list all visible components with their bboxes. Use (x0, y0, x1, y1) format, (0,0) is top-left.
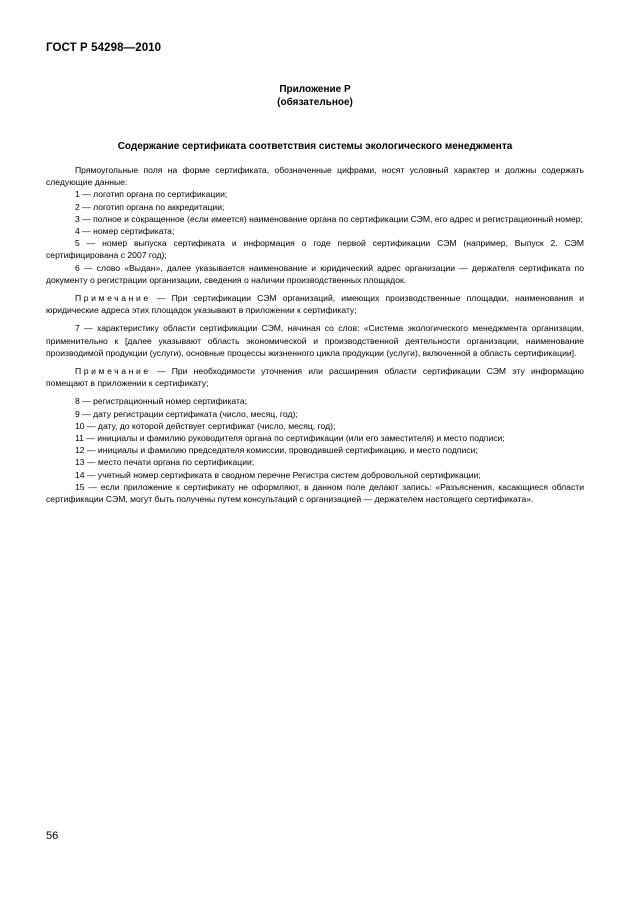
annex-heading (0, 83, 630, 109)
list-item: 6 — слово «Выдан», далее указывается наименование и юридический адрес организации — держателя сертификата по документу о регистрации организации, сведения о наличии производственных площадок. (46, 262, 584, 285)
note-text: — При необходимости уточнения или расширения области сертификации СЭМ эту информацию помещают в приложении к сертификату; (46, 366, 584, 389)
page-number: 56 (46, 830, 59, 842)
annex-title: Приложение Р (279, 84, 351, 95)
list-item: 13 — место печати органа по сертификации; (75, 457, 255, 468)
note-label: Примечание (75, 293, 151, 304)
list-item: 8 — регистрационный номер сертификата; (75, 396, 247, 407)
note-paragraph (46, 365, 584, 389)
list-item: 3 — полное и сокращенное (если имеется) наименование органа по сертификации СЭМ, его адрес и регистрационный номер; (75, 213, 583, 224)
list-item: 1 — логотип органа по сертификации; (75, 189, 228, 200)
list-item: 10 — дату, до которой действует сертификат (число, месяц, год); (75, 420, 336, 431)
section-title: Содержание сертификата соответствия системы экологического менеджмента (117, 141, 513, 152)
document-body (46, 164, 584, 505)
list-item: 2 — логотип органа по аккредитации; (75, 201, 225, 212)
intro-paragraph: Прямоугольные поля на форме сертификата, обозначенные цифрами, носят условный характер и должны содержать следующие данные: (46, 165, 584, 188)
list-item: 5 — номер выпуска сертификата и информация о годе первой сертификации СЭМ (например, Выпуск 2. СЭМ сертифицирована с 2007 год); (46, 238, 584, 261)
list-item: 12 — инициалы и фамилию председателя комиссии, проводившей сертификацию, и место подписи; (75, 445, 478, 456)
annex-status: (обязательное) (277, 97, 353, 108)
list-item: 9 — дату регистрации сертификата (число, месяц, год); (75, 408, 298, 419)
list-item: 14 — учетный номер сертификата в сводном перечне Регистра систем добровольной сертификации; (75, 469, 481, 480)
note-paragraph (46, 292, 584, 316)
list-item: 4 — номер сертификата; (75, 226, 175, 237)
list-item: 15 — если приложение к сертификату не оформляют, в данном поле делают запись: «Разъяснения, касающиеся области сертификации СЭМ, могут быть получены путем консультаций с организацией — держателем настоящего сертификата». (46, 481, 584, 505)
document-standard-code: ГОСТ Р 54298—2010 (46, 42, 162, 54)
note-text: — При сертификации СЭМ организаций, имеющих производственные площадки, наименования и юридические адреса этих площадок указывают в приложении к сертификату; (46, 293, 584, 316)
list-item: 7 — характеристику области сертификации СЭМ, начиная со слов: «Система экологического менеджмента организации, применительно к [далее указывают область экономической и производственной деятельности организации, наименование производимой продукции (услуги), основные процессы жизненного цикла продукции (услуги), включенной в область сертификации]. (46, 323, 584, 358)
note-label: Примечание (75, 366, 151, 377)
list-item: 11 — инициалы и фамилию руководителя органа по сертификации (или его заместителя) и место подписи; (75, 433, 505, 444)
